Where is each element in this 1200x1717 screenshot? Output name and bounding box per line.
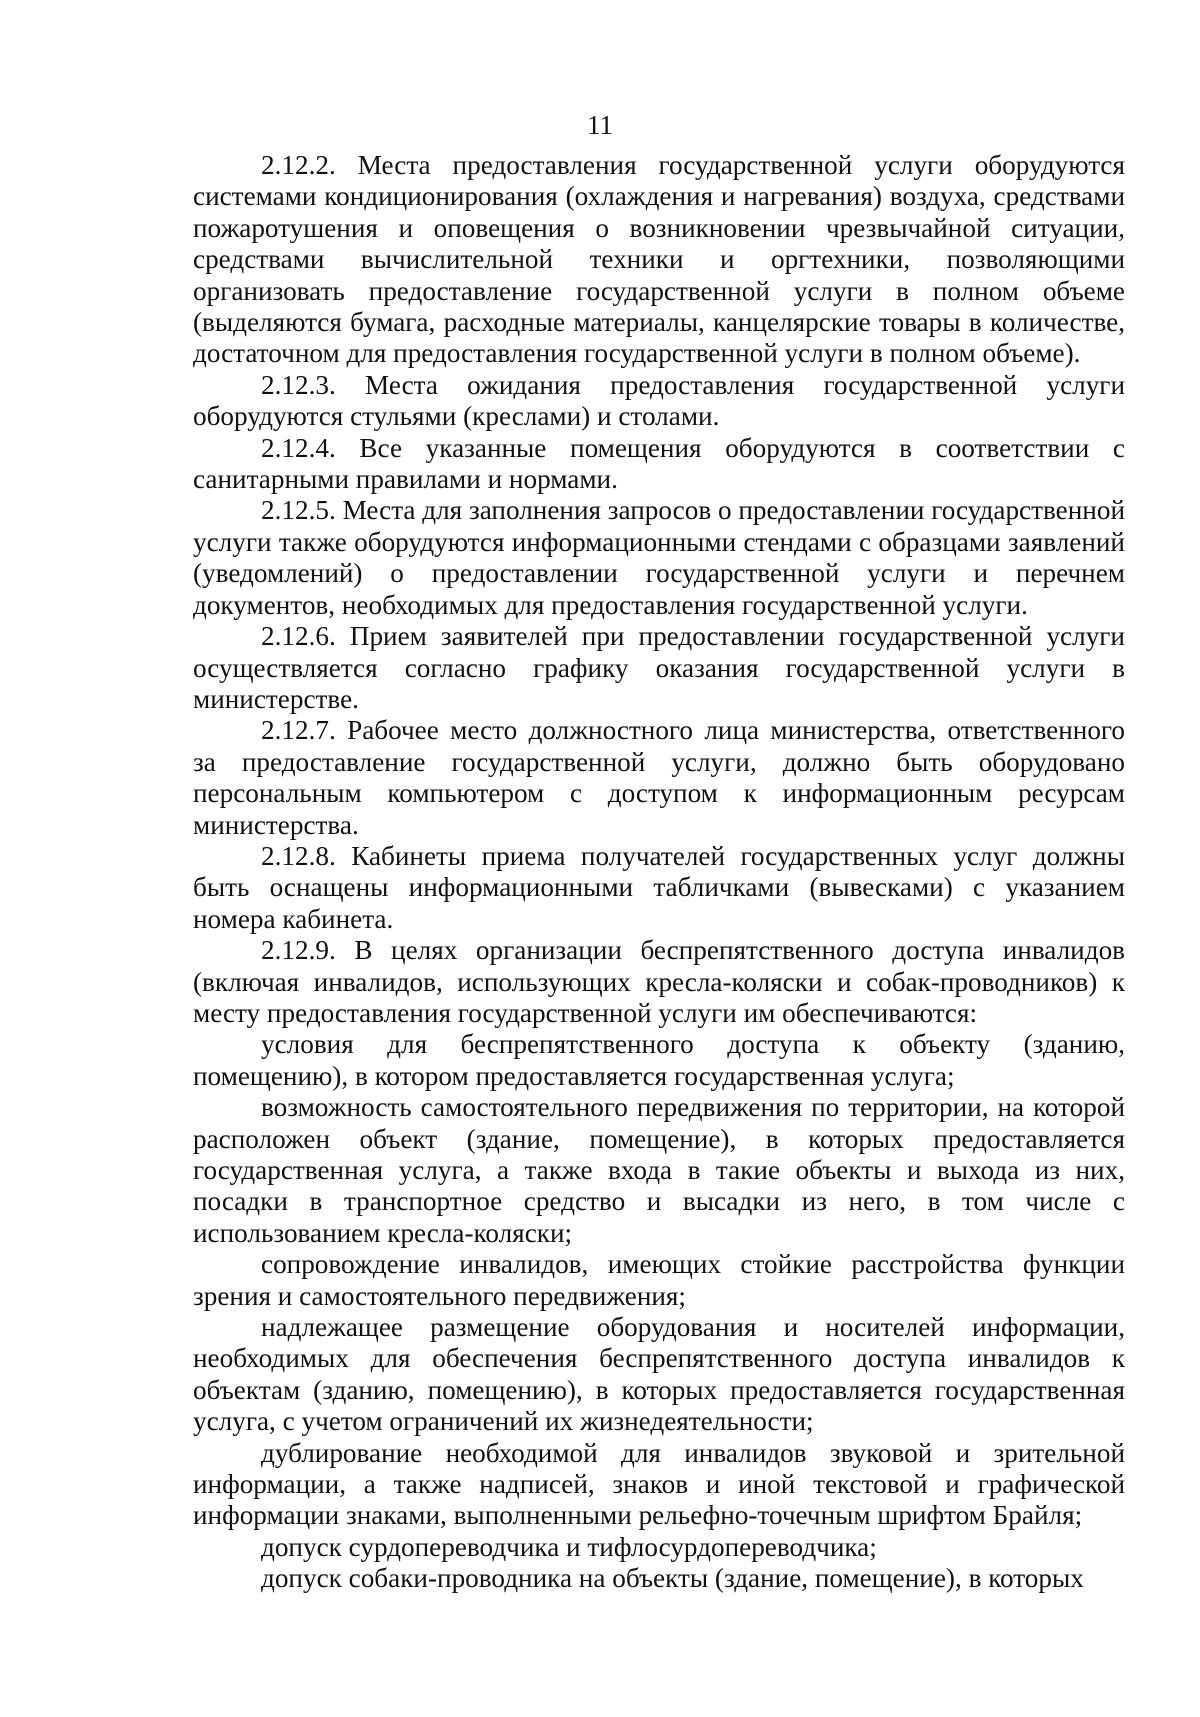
paragraph-2-12-4: 2.12.4. Все указанные помещения оборудуются в соответствии с санитарными правилами и нормами. [193,432,1125,495]
paragraph-2-12-7: 2.12.7. Рабочее место должностного лица министерства, ответственного за предоставление государственной услуги, должно быть оборудовано персональным компьютером с доступом к информационным ресурсам министерства. [193,715,1125,840]
list-item-movement: возможность самостоятельного передвижения по территории, на которой расположен объект (здание, помещение), в которых предоставляется государственная услуга, а также входа в такие объекты и выхода из них, посадки в транспортное средство и высадки из него, в том числе с использованием кресла-коляски; [193,1092,1125,1248]
list-item-interpreter: допуск сурдопереводчика и тифлосурдопереводчика; [261,1531,877,1562]
paragraph-2-12-9: 2.12.9. В целях организации беспрепятственного доступа инвалидов (включая инвалидов, использующих кресла-коляски и собак-проводников) к месту предоставления государственной услуги им обеспечиваются: [193,935,1125,1028]
list-item-access-conditions: условия для беспрепятственного доступа к объекту (зданию, помещению), в котором предоставляется государственная услуга; [193,1029,1125,1091]
document-body [193,150,1125,1595]
list-item-duplication: дублирование необходимой для инвалидов звуковой и зрительной информации, а также надписей, знаков и иной текстовой и графической информации знаками, выполненными рельефно-точечным шрифтом Брайля; [193,1437,1125,1531]
list-item-escort: сопровождение инвалидов, имеющих стойкие расстройства функции зрения и самостоятельного передвижения; [193,1249,1125,1311]
paragraph-2-12-6: 2.12.6. Прием заявителей при предоставлении государственной услуги осуществляется согласно графику оказания государственной услуги в министерстве. [193,621,1125,714]
paragraph-2-12-2: 2.12.2. Места предоставления государственной услуги оборудуются системами кондиционирования (охлаждения и нагревания) воздуха, средствами пожаротушения и оповещения о возникновении чрезвычайной ситуации, средствами вычислительной техники и оргтехники, позволяющими организовать предоставление государственной услуги в полном объеме (выделяются бумага, расходные материалы, канцелярские товары в количестве, достаточном для предоставления государственной услуги в полном объеме). [193,150,1125,369]
paragraph-2-12-5: 2.12.5. Места для заполнения запросов о предоставлении государственной услуги также оборудуются информационными стендами с образцами заявлений (уведомлений) о предоставлении государственной услуги и перечнем документов, необходимых для предоставления государственной услуги. [193,495,1125,620]
paragraph-2-12-3: 2.12.3. Места ожидания предоставления государственной услуги оборудуются стульями (креслами) и столами. [193,369,1125,432]
paragraph-2-12-8: 2.12.8. Кабинеты приема получателей государственных услуг должны быть оснащены информационными табличками (вывесками) с указанием номера кабинета. [193,840,1125,934]
list-item-equipment-placement: надлежащее размещение оборудования и носителей информации, необходимых для обеспечения беспрепятственного доступа инвалидов к объектам (зданию, помещению), в которых предоставляется государственная услуга, с учетом ограничений их жизнедеятельности; [193,1312,1125,1437]
page-number: 11 [587,110,613,140]
list-item-guide-dog: допуск собаки-проводника на объекты (здание, помещение), в которых [261,1563,1084,1594]
